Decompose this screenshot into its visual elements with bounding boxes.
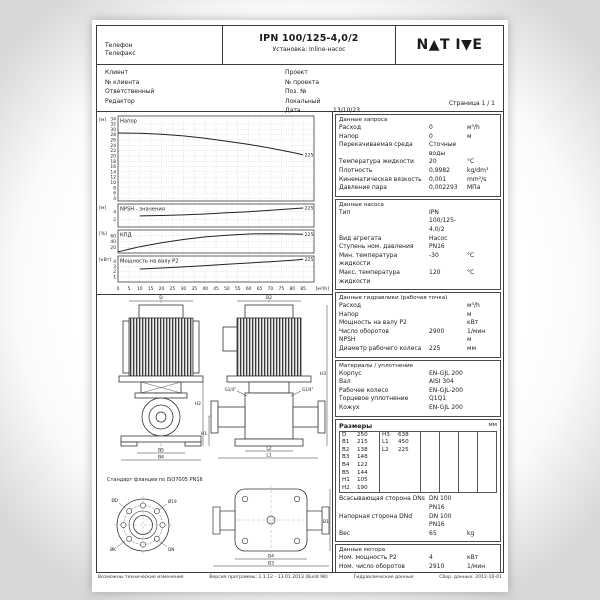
- dim-label-b5: B5: [158, 448, 164, 454]
- data-row: Плотность 0,9982 kg/dm³: [339, 166, 489, 174]
- svg-text:18: 18: [110, 159, 116, 165]
- svg-text:85: 85: [300, 287, 306, 292]
- footer-note: Сбор. данных: 2012-10-01: [439, 575, 502, 580]
- data-row: Кожух EN-GJL 200: [339, 404, 463, 412]
- data-row: Макс. температура жидкости 120 °C: [339, 268, 475, 285]
- footer: [96, 573, 504, 580]
- svg-text:40: 40: [110, 240, 116, 246]
- dim-label-port2: G1/4": [302, 387, 314, 392]
- data-row: Расход м³/h: [339, 302, 480, 310]
- data-row: Давление пара 0,002293 МПа: [339, 184, 481, 192]
- data-row: Расход 0 м³/h: [339, 124, 480, 131]
- data-row: Диаметр рабочего колеса 225 мм: [339, 345, 477, 353]
- svg-text:50: 50: [224, 287, 230, 292]
- svg-text:34: 34: [110, 117, 116, 123]
- pump-front-view-drawing: [119, 295, 203, 461]
- dim-label-h1: H1: [200, 432, 207, 437]
- svg-text:5: 5: [127, 287, 131, 292]
- svg-text:60: 60: [110, 234, 116, 240]
- data-row: Тип IPN 100/125-4,0/2: [339, 208, 457, 233]
- date-row: Дата 13/10/23: [285, 107, 360, 114]
- section-hydraulics: Данные гидравлики (рабочая точка) Расход м³/h Напор м Мощность на валу P2 кВт Число оборотов 2900 1/мин NPSH м Диаметр рабочего колеса 225 мм: [335, 292, 501, 358]
- data-row: Перекачиваемая среда Сточные воды: [339, 141, 457, 157]
- info-label: Клиент: [105, 69, 129, 76]
- data-row: Вал AISI 304: [339, 378, 454, 386]
- dim-label-h2: H2: [194, 402, 201, 407]
- svg-text:1: 1: [113, 275, 116, 281]
- chart-power: [98, 254, 330, 294]
- info-label: Редактор: [105, 97, 135, 105]
- svg-text:8: 8: [113, 186, 116, 192]
- data-sections-column: [333, 112, 503, 572]
- contact-block: [97, 26, 223, 64]
- title-block: [223, 26, 395, 64]
- svg-text:14: 14: [110, 170, 116, 176]
- svg-text:225: 225: [304, 257, 314, 263]
- svg-text:6: 6: [113, 191, 116, 197]
- svg-text:20: 20: [110, 245, 116, 251]
- info-label: № проекта: [285, 78, 320, 86]
- data-row: Ном. число оборотов 2910 1/мин: [339, 562, 486, 570]
- svg-text:225: 225: [304, 206, 314, 212]
- svg-text:55: 55: [234, 287, 241, 292]
- svg-text:[%]: [%]: [99, 232, 107, 237]
- dim-label-l1: L1: [266, 453, 272, 459]
- datasheet-page: [92, 20, 508, 592]
- svg-text:NPSH - значения: NPSH - значения: [120, 206, 165, 213]
- svg-text:12: 12: [110, 175, 116, 181]
- data-row: Кинематическая вязкость 0,001 mm²/s: [339, 175, 487, 183]
- logo-block: [395, 26, 503, 64]
- info-label: № клиента: [105, 78, 140, 86]
- svg-text:25: 25: [169, 287, 176, 292]
- footer-note: Гидравлические данные: [353, 575, 414, 580]
- info-label: Поз. №: [285, 88, 307, 95]
- graphics-column: [97, 112, 333, 572]
- flange-label-d: ØD: [111, 498, 118, 503]
- page-title: IPN 100/125-4,0/2: [259, 33, 359, 44]
- svg-text:[м]: [м]: [99, 206, 107, 211]
- svg-text:22: 22: [110, 149, 116, 155]
- info-label: Проект: [285, 69, 308, 76]
- client-info: [105, 68, 154, 106]
- dim-label-b4-top: B4: [268, 554, 274, 560]
- dim-label-b1: B1: [323, 520, 329, 525]
- svg-text:20: 20: [158, 287, 165, 292]
- section-materials: Материалы / уплотнение Корпус EN-GJL 200 Вал AISI 304 Рабочее колесо EN-GJL-200 Торцевое уплотнение Q1Q1 Кожух EN-GJL 200: [335, 360, 501, 417]
- section-request: Данные запроса Расход 0 м³/h Напор 0 м Перекачиваемая среда Сточные воды Температура жидкости 20 °C Плотность 0,9982 kg/dm³ Кинематическая вязкость 0,001 mm²/s Давление пара 0,002293 МПа: [335, 114, 501, 197]
- data-row: Напорная сторона DNd DN 100 PN16: [339, 512, 452, 529]
- svg-text:30: 30: [110, 127, 116, 133]
- svg-text:Напор: Напор: [120, 118, 137, 125]
- data-row: NPSH м: [339, 336, 472, 344]
- header: [96, 25, 504, 65]
- chart-efficiency: [98, 228, 330, 254]
- performance-curves: [97, 112, 332, 295]
- data-row: Всасывающая сторона DNs DN 100 PN16: [339, 495, 452, 511]
- data-row: Корпус EN-GJL 200: [339, 369, 463, 377]
- dim-label-port1: G1/4": [224, 387, 236, 392]
- svg-text:3: 3: [113, 265, 116, 270]
- data-row: Торцевое уплотнение Q1Q1: [339, 395, 447, 403]
- svg-text:26: 26: [110, 138, 116, 144]
- svg-text:35: 35: [191, 287, 198, 292]
- phone-label: Телефон: [105, 42, 133, 49]
- svg-text:20: 20: [110, 154, 116, 160]
- svg-text:65: 65: [256, 287, 263, 292]
- data-row: Мин. температура жидкости -30 °C: [339, 251, 475, 268]
- svg-text:30: 30: [180, 287, 187, 292]
- section-pump: Данные насоса Тип IPN 100/125-4,0/2 Вид агрегата Насос Ступень ном. давления PN16 Мин. температура жидкости -30 °C Макс. температура жидкости 120 °C: [335, 199, 501, 290]
- svg-text:45: 45: [213, 287, 219, 292]
- chart-npsh: [98, 202, 330, 228]
- chart-head: [98, 114, 330, 202]
- data-row: Вес 65 kg: [339, 529, 475, 537]
- data-row: Ступень ном. давления PN16: [339, 243, 445, 251]
- svg-text:4: 4: [113, 196, 116, 202]
- data-row: Температура жидкости 20 °C: [339, 158, 475, 166]
- page-number: Страница 1 / 1: [448, 99, 495, 107]
- data-row: Напор 0 м: [339, 132, 472, 140]
- svg-text:32: 32: [110, 122, 116, 128]
- svg-text:28: 28: [110, 133, 116, 139]
- svg-text:10: 10: [136, 287, 143, 292]
- flange-standard-note: Стандарт фланцев по ISO7005 PN16: [107, 477, 203, 483]
- section-dimensions: Размеры мм D 250 H3 638 B1 215 L1 450 B2 138 L2 225 B3 148 B4 122 B5 144 H1 105 H2 190 Всасывающая сторона DNs DN 100 PN16 Напорная сторона DNd DN 100 PN16 Вес 65 kg: [335, 419, 501, 543]
- footer-note: Версия программы: 1.1.12 - 13.01.2013 (Build 98): [209, 575, 328, 580]
- page-subtitle: Установка: Inline-насос: [272, 46, 346, 53]
- dim-label-motor-d: D: [159, 296, 163, 301]
- svg-text:225: 225: [304, 232, 314, 238]
- data-row: Число оборотов 2900 1/мин: [339, 327, 486, 335]
- dimensions-table: D 250 H3 638 B1 215 L1 450 B2 138 L2 225 B3 148 B4 122 B5 144 H1 105 H2 190: [339, 431, 497, 494]
- info-label: Локальный: [285, 97, 321, 105]
- pump-top-view-drawing: [213, 485, 330, 567]
- svg-text:225: 225: [304, 153, 314, 159]
- svg-text:2: 2: [113, 217, 116, 223]
- flange-label-dn: DN: [168, 547, 175, 552]
- data-row: Ном. мощность P2 4 кВт: [339, 554, 479, 562]
- data-row: Напор м: [339, 310, 472, 318]
- svg-text:0: 0: [116, 287, 120, 292]
- flange-label-holes: Ø19: [168, 499, 177, 504]
- flange-detail-drawing: [110, 496, 177, 554]
- svg-text:4: 4: [113, 210, 116, 216]
- svg-text:2: 2: [113, 270, 116, 276]
- data-row: Мощность на валу P2 кВт: [339, 319, 479, 327]
- data-row: Вид агрегата Насос: [339, 234, 448, 242]
- dim-label-l2: L2: [266, 446, 272, 452]
- section-motor: Данные мотора Ном. мощность P2 4 кВт Ном. число оборотов 2910 1/мин: [335, 544, 501, 572]
- svg-text:4: 4: [113, 259, 116, 265]
- info-label: Ответственный: [105, 88, 155, 95]
- flange-label-k: ØK: [109, 547, 116, 552]
- main-content: [96, 111, 504, 573]
- technical-drawings: [97, 295, 332, 572]
- svg-text:40: 40: [202, 287, 208, 292]
- svg-text:24: 24: [110, 143, 116, 149]
- svg-text:Мощность на валу P2: Мощность на валу P2: [120, 258, 179, 265]
- native-logo: N▲T I▼E: [416, 37, 483, 53]
- dim-label-b2: B2: [266, 296, 272, 301]
- svg-text:75: 75: [278, 287, 285, 292]
- dim-label-b3: B3: [268, 561, 274, 567]
- svg-text:[м]: [м]: [99, 118, 107, 123]
- project-info: [96, 64, 504, 112]
- svg-text:КПД: КПД: [120, 232, 132, 239]
- svg-text:60: 60: [245, 287, 252, 292]
- footer-note: Возможны технические изменения: [98, 575, 184, 580]
- pump-side-view-drawing: [195, 295, 329, 459]
- dim-label-b4-front: B4: [158, 455, 164, 461]
- svg-text:[м³/h]: [м³/h]: [315, 287, 329, 292]
- svg-text:15: 15: [147, 287, 154, 292]
- svg-text:80: 80: [289, 287, 296, 292]
- svg-text:70: 70: [267, 287, 274, 292]
- dim-label-h3: H3: [319, 372, 326, 377]
- fax-label: Телефакс: [105, 50, 136, 57]
- svg-text:10: 10: [110, 181, 116, 187]
- svg-text:16: 16: [110, 165, 116, 171]
- data-row: Рабочее колесо EN-GJL-200: [339, 386, 463, 394]
- svg-text:[кВт]: [кВт]: [99, 258, 112, 263]
- project-fields: [285, 68, 360, 116]
